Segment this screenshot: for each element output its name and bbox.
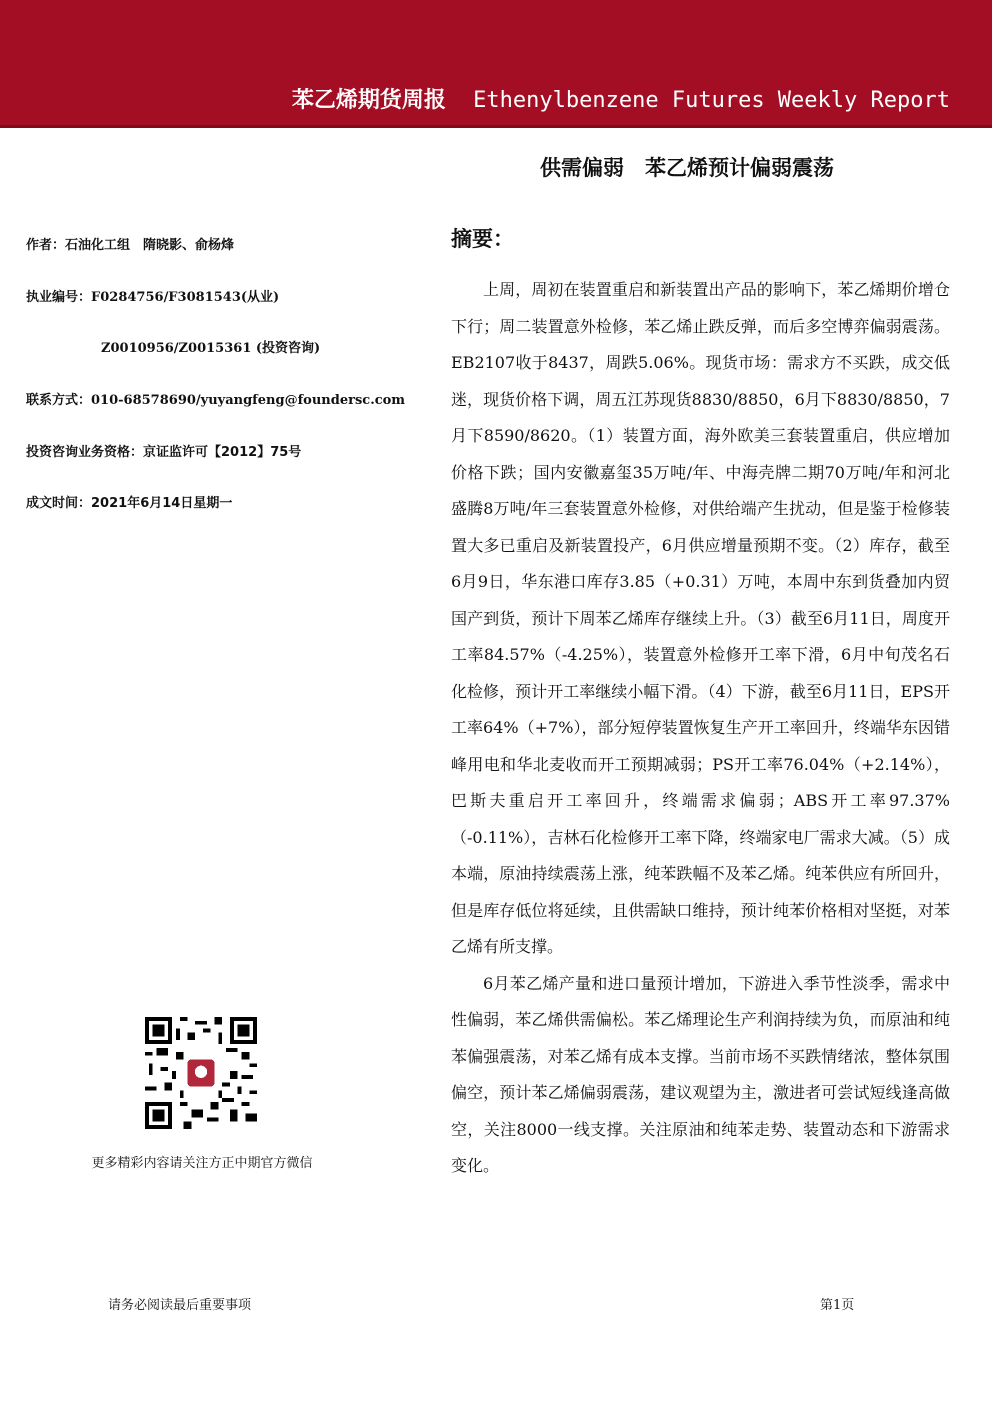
qualification-label: 投资咨询业务资格：	[26, 445, 144, 460]
series-title-en: Ethenylbenzene Futures Weekly Report	[473, 88, 950, 113]
author-label: 作者：	[26, 238, 66, 253]
license-label: 执业编号：	[26, 290, 92, 305]
abstract-body	[451, 272, 950, 1185]
license-value: F0284756/F3081543(从业)	[91, 290, 280, 305]
page-number: 第1页	[820, 1298, 855, 1313]
date-row	[26, 492, 232, 511]
abstract-paragraph: 6月苯乙烯产量和进口量预计增加，下游进入季节性淡季，需求中性偏弱，苯乙烯供需偏松。苯乙烯理论生产利润持续为负，而原油和纯苯偏强震荡，对苯乙烯有成本支撑。当前市场不买跌情绪浓，整体氛围偏空，预计苯乙烯偏弱震荡，建议观望为主，激进者可尝试短线逢高做空，关注8000一线支撑。关注原油和纯苯走势、装置动态和下游需求变化。	[451, 973, 950, 1175]
header-band	[0, 0, 992, 128]
license-row-2	[101, 337, 320, 356]
license-row	[26, 286, 279, 305]
contact-row	[26, 389, 405, 408]
author-value: 石油化工组 隋晓影、俞杨烽	[65, 238, 235, 253]
abstract-paragraph: 上周，周初在装置重启和新装置出产品的影响下，苯乙烯期价增仓下行；周二装置意外检修，苯乙烯止跌反弹，而后多空博弈偏弱震荡。EB2107收于8437，周跌5.06%。现货市场：需求方不买跌，成交低迷，现货价格下调，周五江苏现货8830/8850，6月下8830/8850，7月下8590/8620。（1）装置方面，海外欧美三套装置重启，供应增加价格下跌；国内安徽嘉玺35万吨/年、中海壳牌二期70万吨/年和河北盛腾8万吨/年三套装置意外检修，对供给端产生扰动，但是鉴于检修装置大多已重启及新装置投产，6月供应增量预期不变。（2）库存，截至6月9日，华东港口库存3.85（+0.31）万吨，本周中东到货叠加内贸国产到货，预计下周苯乙烯库存继续上升。（3）截至6月11日，周度开工率84.57%（-4.25%），装置意外检修开工率下滑，6月中旬茂名石化检修，预计开工率继续小幅下滑。（4）下游，截至6月11日，EPS开工率64%（+7%），部分短停装置恢复生产开工率回升，终端华东因错峰用电和华北麦收而开工预期减弱；PS开工率76.04%（+2.14%），巴斯夫重启开工率回升，终端需求偏弱；ABS开工率97.37%（-0.11%），吉林石化检修开工率下降，终端家电厂需求大减。（5）成本端，原油持续震荡上涨，纯苯跌幅不及苯乙烯。纯苯供应有所回升，但是库存低位将延续，且供需缺口维持，预计纯苯价格相对坚挺，对苯乙烯有所支撑。	[451, 280, 950, 956]
footer-notice: 请务必阅读最后重要事项	[108, 1298, 252, 1313]
contact-label: 联系方式：	[26, 393, 92, 408]
report-title: 供需偏弱 苯乙烯预计偏弱震荡	[540, 156, 834, 180]
qr-caption: 更多精彩内容请关注方正中期官方微信	[91, 1156, 313, 1171]
date-value: 2021年6月14日星期一	[91, 496, 233, 511]
wechat-qr-code	[145, 1017, 257, 1129]
date-label: 成文时间：	[26, 496, 92, 511]
contact-value: 010-68578690/yuyangfeng@foundersc.com	[91, 393, 406, 408]
qualification-value: 京证监许可【2012】75号	[143, 445, 302, 460]
report-series-title	[292, 83, 950, 114]
qualification-row	[26, 441, 301, 460]
license-value-2: Z0010956/Z0015361 (投资咨询)	[101, 341, 321, 356]
author-row	[26, 234, 234, 253]
series-title-cn: 苯乙烯期货周报	[291, 88, 446, 113]
abstract-heading: 摘要：	[451, 227, 514, 251]
